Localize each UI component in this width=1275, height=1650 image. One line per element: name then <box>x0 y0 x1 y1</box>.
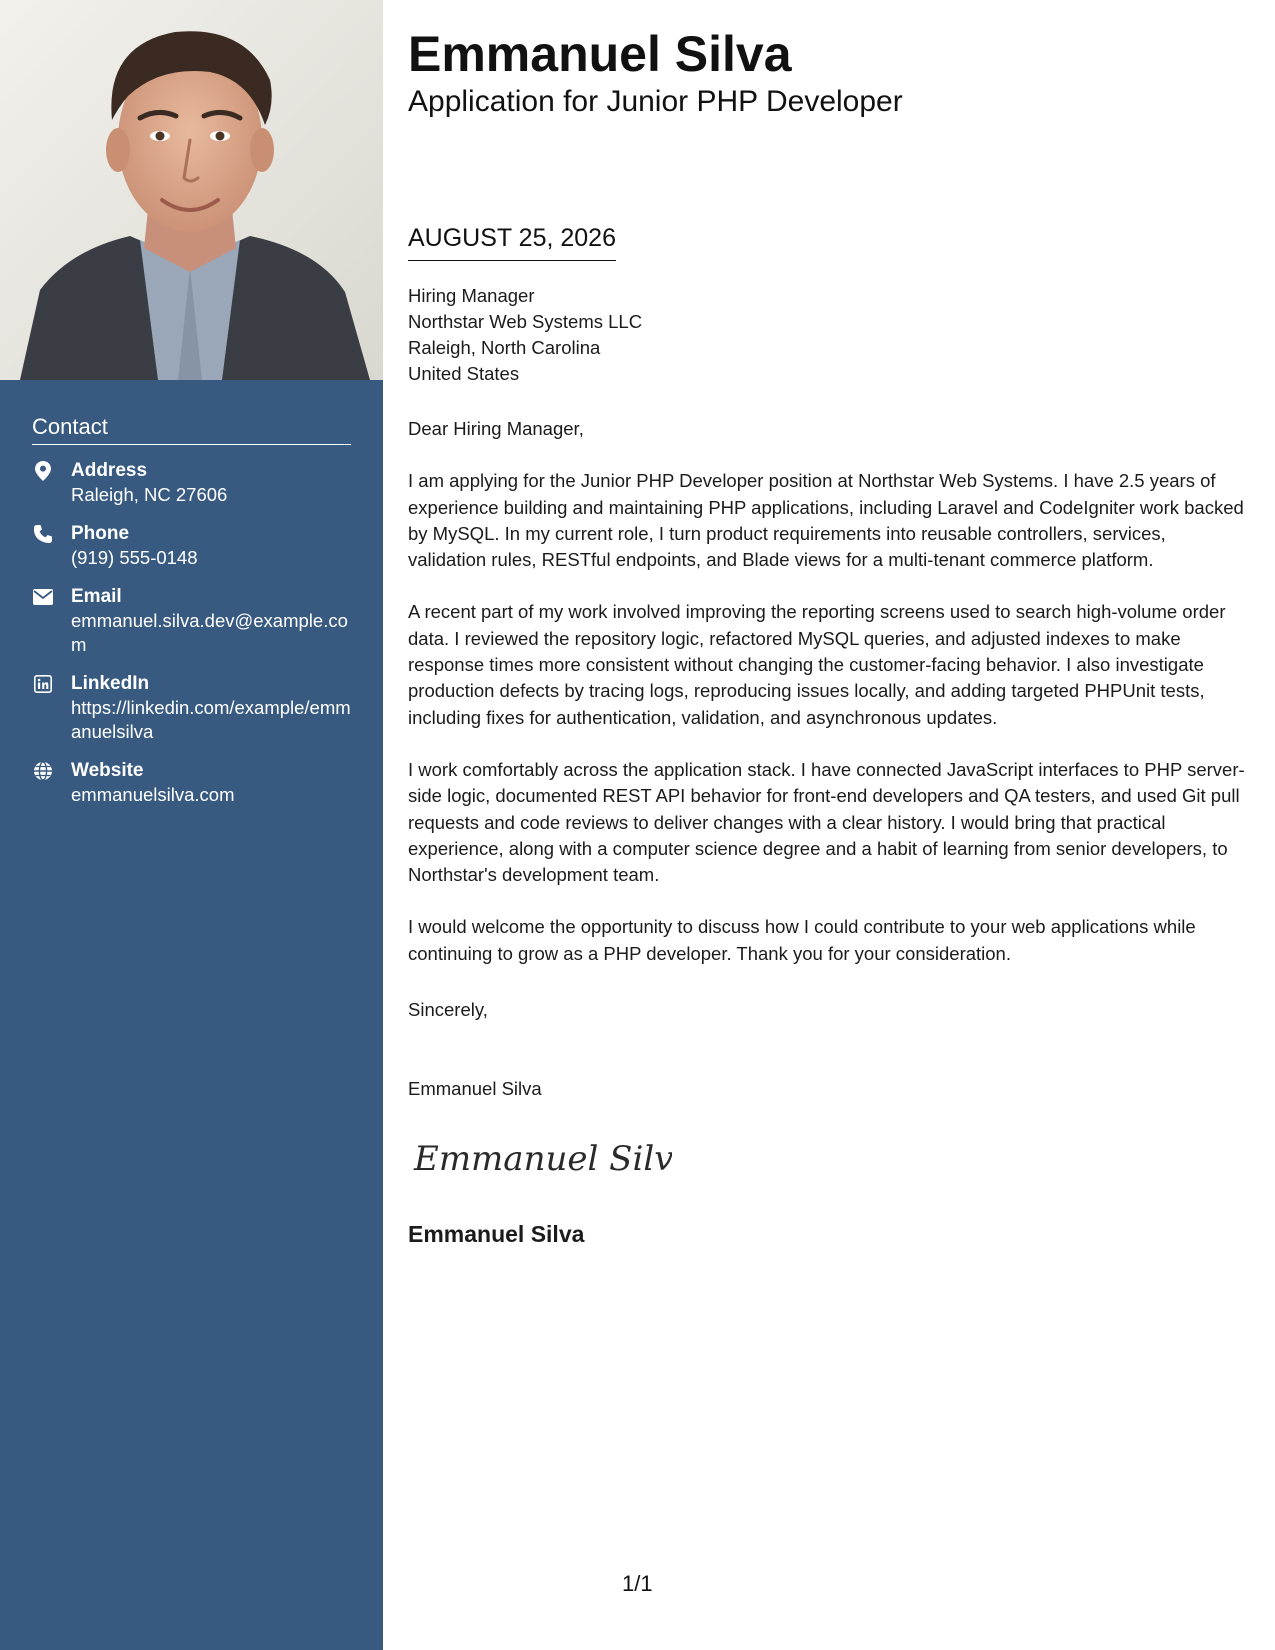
body-paragraph: I work comfortably across the application stack. I have connected JavaScript interfaces to PHP server-side logic, documented REST API behavior for front-end developers and QA testers, and used Git pull requests and code reviews to deliver changes with a clear history. I would bring that practical experience, along with a computer science degree and a habit of learning from senior developers, to Northstar's development team. <box>408 758 1245 886</box>
signature-glyphs: Emmanuel Silva <box>414 1139 672 1179</box>
contact-email <box>32 585 351 657</box>
letter-body <box>408 416 1248 993</box>
email-value[interactable]: emmanuel.silva.dev@example.com <box>71 610 348 655</box>
sidebar <box>0 0 383 1650</box>
phone-icon <box>32 523 54 545</box>
body-paragraph: I would welcome the opportunity to discuss how I could contribute to your web applications while continuing to grow as a PHP developer. Thank you for your consideration. <box>408 916 1196 964</box>
envelope-icon <box>32 586 54 608</box>
profile-photo <box>0 0 383 380</box>
contact-phone <box>32 522 351 570</box>
letter-date: AUGUST 25, 2026 <box>408 222 616 261</box>
phone-label: Phone <box>71 523 130 544</box>
closing: Sincerely, <box>408 999 488 1020</box>
signed-name: Emmanuel Silva <box>408 1221 585 1247</box>
closing-name: Emmanuel Silva <box>408 1078 542 1099</box>
application-title: Application for Junior PHP Developer <box>408 85 903 118</box>
body-paragraph: I am applying for the Junior PHP Developer position at Northstar Web Systems. I have 2.5 years of experience building and maintaining PHP applications, including Laravel and CodeIgniter work backed by MySQL. In my current role, I turn product requirements into reusable controllers, services, validation rules, RESTful endpoints, and Blade views for a multi-tenant commerce platform. <box>408 470 1244 571</box>
contact-section <box>32 414 351 822</box>
linkedin-label: LinkedIn <box>71 673 150 694</box>
recipient-line: United States <box>408 363 520 384</box>
website-value[interactable]: emmanuelsilva.com <box>71 784 235 805</box>
handwritten-signature <box>412 1130 672 1186</box>
linkedin-icon <box>32 673 54 695</box>
page-number: 1/1 <box>622 1571 653 1596</box>
applicant-name: Emmanuel Silva <box>408 26 792 82</box>
body-paragraph: A recent part of my work involved improving the reporting screens used to search high-volume order data. I reviewed the repository logic, refactored MySQL queries, and adjusted indexes to make response times more consistent without changing the customer-facing behavior. I also investigate production defects by tracing logs, reproducing issues locally, and adding targeted PHPUnit tests, including fixes for authentication, validation, and asynchronous updates. <box>408 601 1226 728</box>
address-value: Raleigh, NC 27606 <box>71 484 228 505</box>
phone-value[interactable]: (919) 555-0148 <box>71 547 198 568</box>
globe-icon <box>32 760 54 782</box>
map-pin-icon <box>32 460 54 482</box>
contact-heading: Contact <box>32 414 351 445</box>
recipient-line: Raleigh, North Carolina <box>408 337 601 358</box>
website-label: Website <box>71 760 144 781</box>
linkedin-value[interactable]: https://linkedin.com/example/emmanuelsilva <box>71 697 351 742</box>
contact-linkedin <box>32 672 351 744</box>
recipient-block <box>408 283 642 387</box>
recipient-line: Hiring Manager <box>408 285 535 306</box>
salutation: Dear Hiring Manager, <box>408 418 584 439</box>
contact-address <box>32 459 351 507</box>
address-label: Address <box>71 460 148 481</box>
recipient-line: Northstar Web Systems LLC <box>408 311 643 332</box>
contact-website <box>32 759 351 807</box>
email-label: Email <box>71 586 122 607</box>
